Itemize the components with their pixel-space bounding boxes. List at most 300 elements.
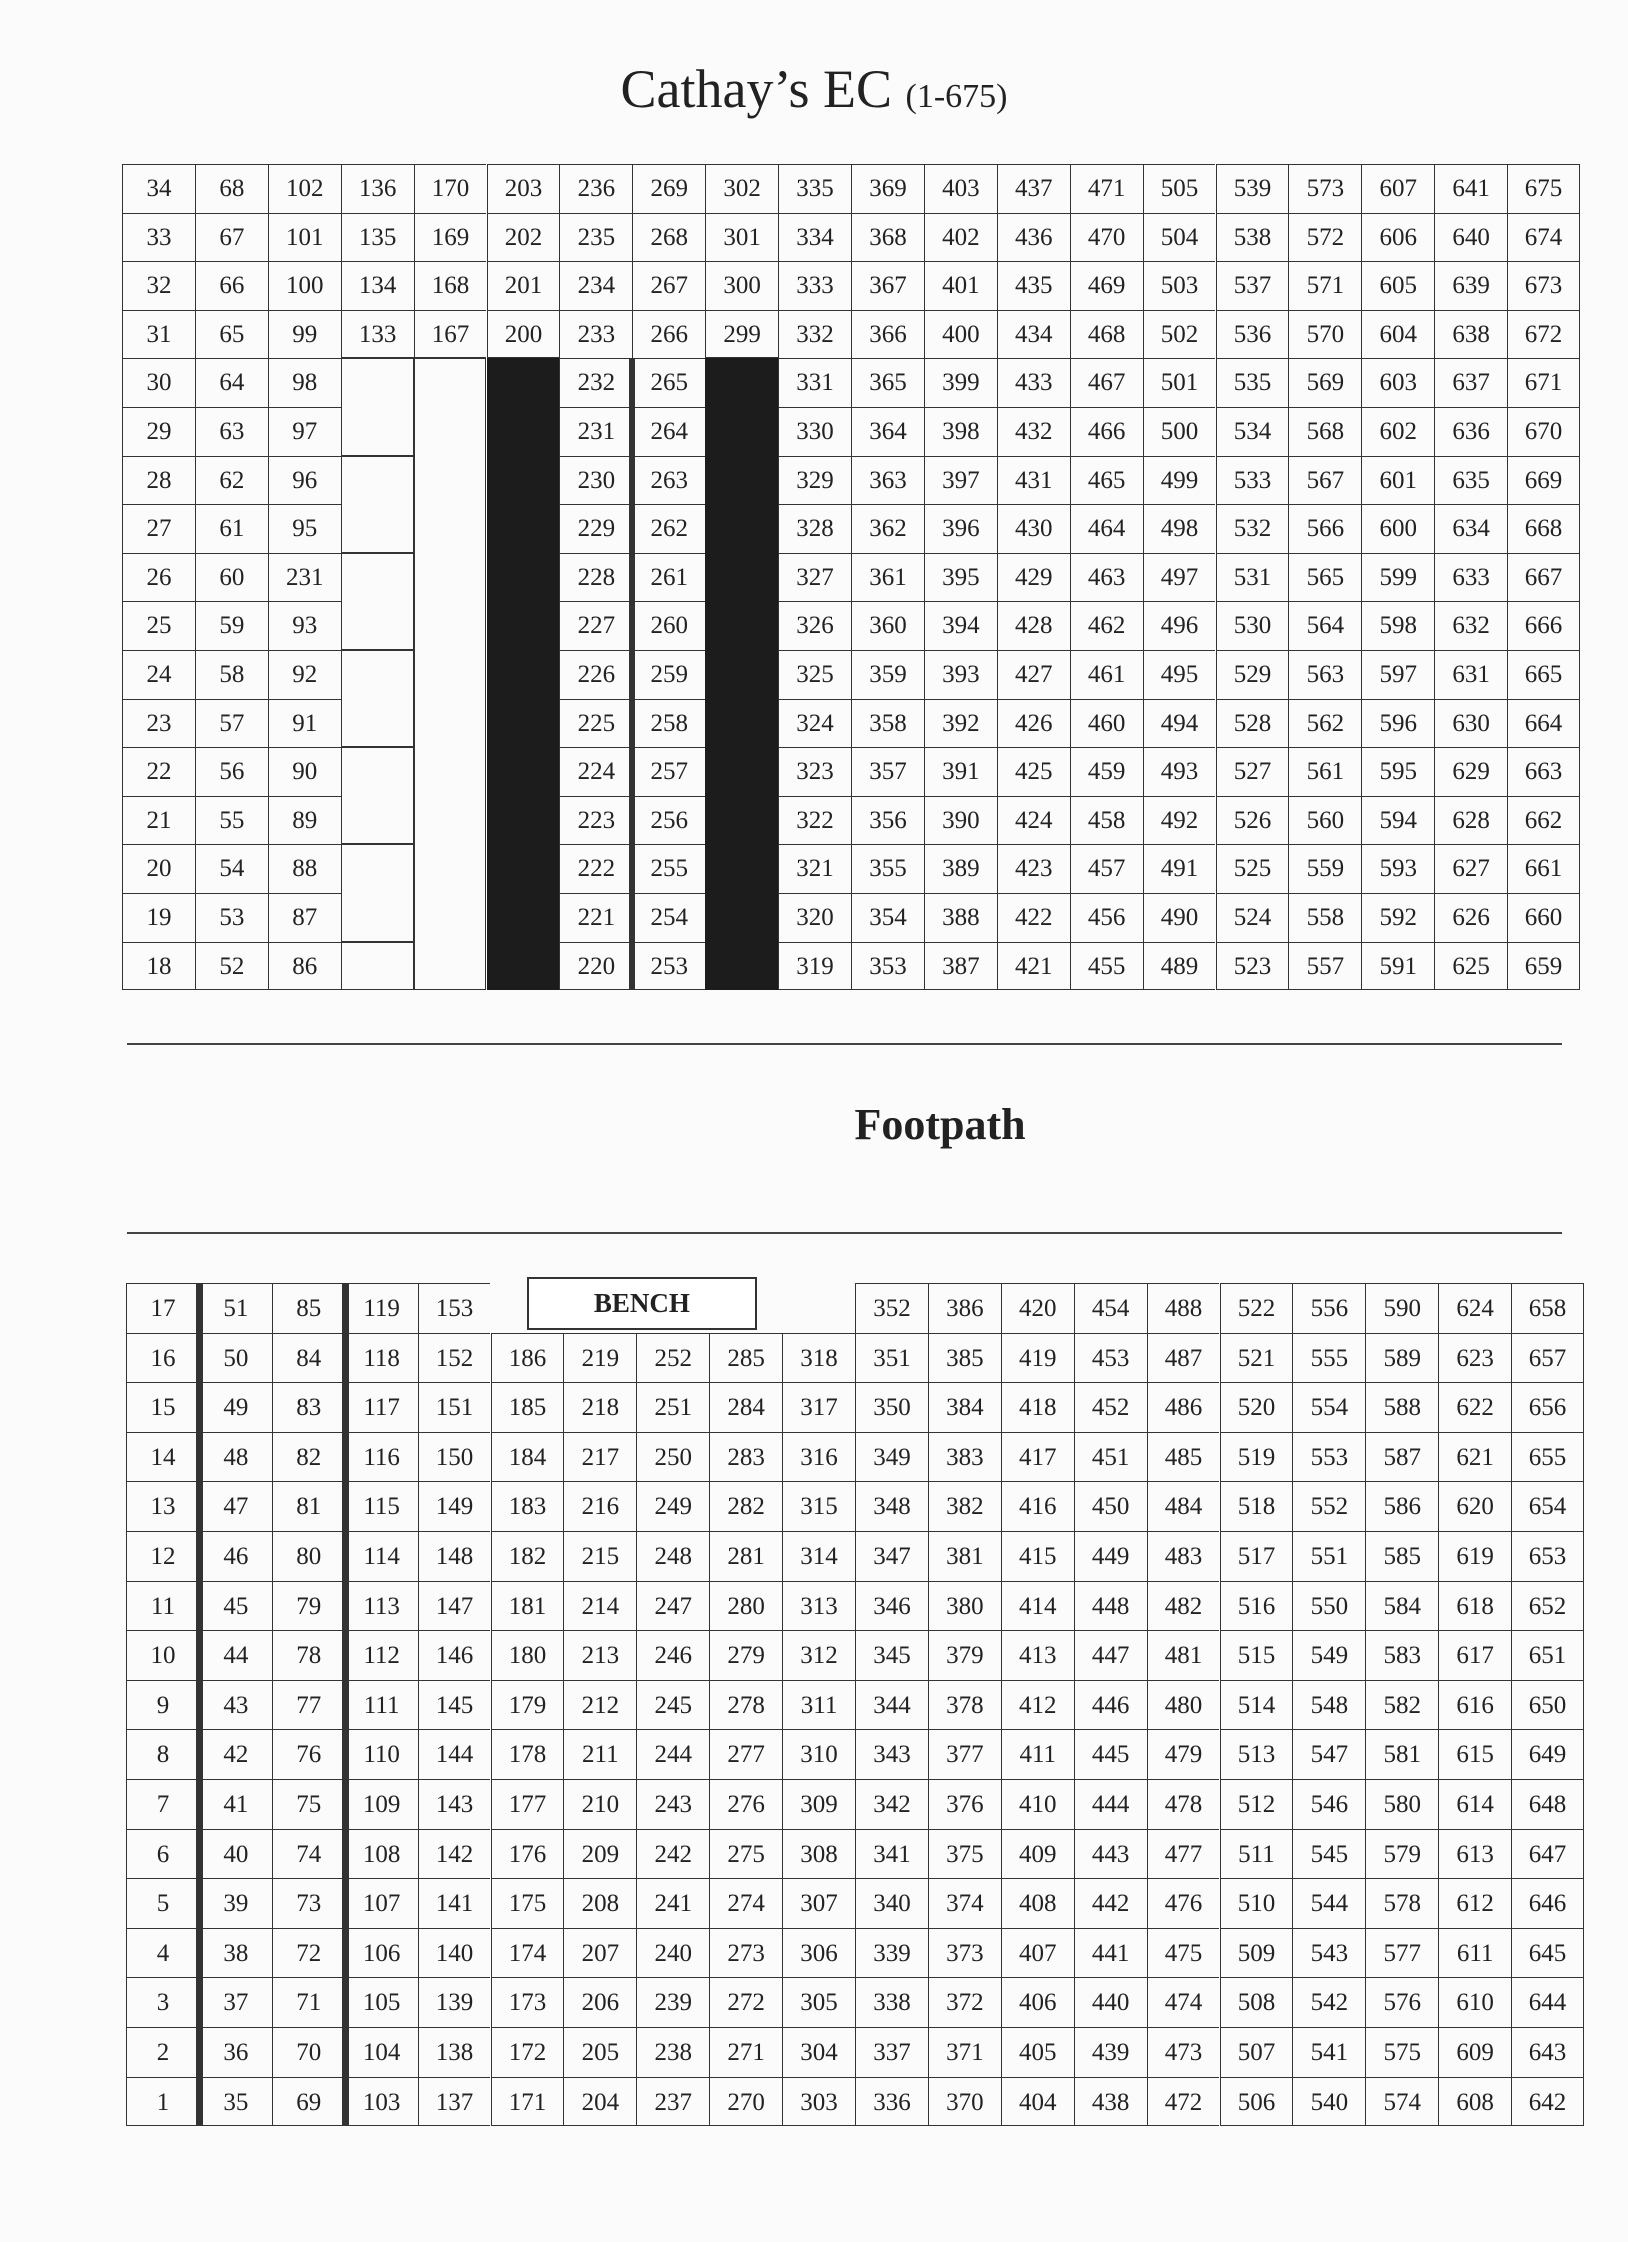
plot-number-cell: 520 <box>1220 1382 1293 1432</box>
plot-number-cell: 173 <box>491 1977 564 2027</box>
plot-number-cell: 201 <box>487 261 560 310</box>
plot-number-cell: 151 <box>418 1382 491 1432</box>
plot-number-cell: 184 <box>491 1432 564 1482</box>
plot-number-cell: 456 <box>1070 893 1143 942</box>
plot-number-cell: 646 <box>1511 1878 1584 1928</box>
plot-number-cell: 455 <box>1070 942 1143 991</box>
plot-number-cell: 556 <box>1292 1283 1365 1333</box>
plot-number-cell: 256 <box>632 796 705 845</box>
plot-number-cell: 42 <box>199 1729 272 1779</box>
plot-number-cell: 278 <box>709 1680 782 1730</box>
plot-number-cell: 179 <box>491 1680 564 1730</box>
plot-number-cell: 64 <box>195 358 268 407</box>
plot-number-cell: 511 <box>1220 1829 1293 1879</box>
plot-number-cell: 551 <box>1292 1531 1365 1581</box>
plot-number-cell: 499 <box>1143 456 1216 505</box>
plot-number-cell: 73 <box>272 1878 345 1928</box>
plot-number-cell: 9 <box>126 1680 199 1730</box>
plot-number-cell: 423 <box>997 844 1070 893</box>
plot-number-cell: 426 <box>997 699 1070 748</box>
plot-number-cell: 370 <box>928 2077 1001 2127</box>
plot-number-cell: 537 <box>1216 261 1289 310</box>
plot-number-cell: 502 <box>1143 310 1216 359</box>
plot-number-cell: 663 <box>1507 747 1580 796</box>
plot-number-cell: 8 <box>126 1729 199 1779</box>
thick-divider <box>342 1283 349 2126</box>
plot-number-cell: 581 <box>1365 1729 1438 1779</box>
plot-number-cell: 542 <box>1292 1977 1365 2027</box>
plot-number-cell: 318 <box>782 1333 855 1383</box>
plot-number-cell: 302 <box>705 164 778 213</box>
plot-number-cell: 532 <box>1216 504 1289 553</box>
plot-number-cell: 149 <box>418 1481 491 1531</box>
plot-number-cell: 658 <box>1511 1283 1584 1333</box>
plot-number-cell: 494 <box>1143 699 1216 748</box>
plot-number-cell: 79 <box>272 1581 345 1631</box>
plot-number-cell: 400 <box>924 310 997 359</box>
plot-number-cell: 612 <box>1438 1878 1511 1928</box>
plot-number-cell: 442 <box>1074 1878 1147 1928</box>
plot-number-cell: 254 <box>632 893 705 942</box>
plot-number-cell: 672 <box>1507 310 1580 359</box>
plot-number-cell: 565 <box>1288 553 1361 602</box>
plot-number-cell: 203 <box>487 164 560 213</box>
plot-number-cell: 552 <box>1292 1481 1365 1531</box>
plot-number-cell: 548 <box>1292 1680 1365 1730</box>
plot-number-cell: 348 <box>855 1481 928 1531</box>
plot-number-cell: 220 <box>559 942 632 991</box>
plot-number-cell: 404 <box>1001 2077 1074 2127</box>
plot-number-cell: 182 <box>491 1531 564 1581</box>
plot-number-cell: 531 <box>1216 553 1289 602</box>
plot-number-cell: 217 <box>563 1432 636 1482</box>
plot-number-cell: 671 <box>1507 358 1580 407</box>
plot-number-cell: 497 <box>1143 553 1216 602</box>
plot-number-cell: 281 <box>709 1531 782 1581</box>
plot-number-cell: 250 <box>636 1432 709 1482</box>
plot-number-cell: 507 <box>1220 2027 1293 2077</box>
plot-number-cell: 657 <box>1511 1333 1584 1383</box>
plot-number-cell: 519 <box>1220 1432 1293 1482</box>
plot-number-cell: 218 <box>563 1382 636 1432</box>
plot-number-cell: 623 <box>1438 1333 1511 1383</box>
plot-number-cell: 566 <box>1288 504 1361 553</box>
plot-number-cell: 580 <box>1365 1779 1438 1829</box>
plot-number-cell: 444 <box>1074 1779 1147 1829</box>
plot-number-cell: 75 <box>272 1779 345 1829</box>
plot-number-cell: 675 <box>1507 164 1580 213</box>
plot-number-cell: 636 <box>1434 407 1507 456</box>
plot-number-cell: 583 <box>1365 1630 1438 1680</box>
plot-number-cell: 432 <box>997 407 1070 456</box>
plot-number-cell: 475 <box>1147 1928 1220 1978</box>
plot-number-cell: 32 <box>122 261 195 310</box>
plot-number-cell: 258 <box>632 699 705 748</box>
plot-number-cell: 541 <box>1292 2027 1365 2077</box>
plot-number-cell: 176 <box>491 1829 564 1879</box>
plot-number-cell: 51 <box>199 1283 272 1333</box>
plot-number-cell: 321 <box>778 844 851 893</box>
plot-number-cell: 76 <box>272 1729 345 1779</box>
plot-number-cell: 485 <box>1147 1432 1220 1482</box>
plot-number-cell: 617 <box>1438 1630 1511 1680</box>
plot-number-cell: 665 <box>1507 650 1580 699</box>
plot-number-cell: 244 <box>636 1729 709 1779</box>
plot-number-cell: 632 <box>1434 601 1507 650</box>
plot-number-cell: 29 <box>122 407 195 456</box>
plot-number-cell: 599 <box>1361 553 1434 602</box>
plot-number-cell: 304 <box>782 2027 855 2077</box>
plot-number-cell: 246 <box>636 1630 709 1680</box>
plot-number-cell: 490 <box>1143 893 1216 942</box>
plot-number-cell: 528 <box>1216 699 1289 748</box>
plot-number-cell: 585 <box>1365 1531 1438 1581</box>
plot-number-cell: 144 <box>418 1729 491 1779</box>
plot-number-cell: 52 <box>195 942 268 991</box>
plot-number-cell: 177 <box>491 1779 564 1829</box>
plot-number-cell: 482 <box>1147 1581 1220 1631</box>
plot-number-cell: 517 <box>1220 1531 1293 1581</box>
plot-number-cell: 80 <box>272 1531 345 1581</box>
plot-number-cell: 40 <box>199 1829 272 1879</box>
plot-number-cell: 139 <box>418 1977 491 2027</box>
plot-number-cell: 78 <box>272 1630 345 1680</box>
plot-number-cell: 85 <box>272 1283 345 1333</box>
plot-number-cell: 59 <box>195 601 268 650</box>
plot-number-cell: 62 <box>195 456 268 505</box>
plot-number-cell: 493 <box>1143 747 1216 796</box>
plot-number-cell: 354 <box>851 893 924 942</box>
plot-number-cell: 645 <box>1511 1928 1584 1978</box>
plot-number-cell: 257 <box>632 747 705 796</box>
plot-number-cell: 596 <box>1361 699 1434 748</box>
plot-number-cell: 133 <box>341 310 414 359</box>
plot-number-cell: 618 <box>1438 1581 1511 1631</box>
plot-number-cell: 573 <box>1288 164 1361 213</box>
plot-number-cell: 399 <box>924 358 997 407</box>
plot-number-cell: 510 <box>1220 1878 1293 1928</box>
plot-number-cell: 243 <box>636 1779 709 1829</box>
plot-number-cell: 58 <box>195 650 268 699</box>
plot-number-cell: 508 <box>1220 1977 1293 2027</box>
plot-number-cell: 500 <box>1143 407 1216 456</box>
plot-number-cell: 477 <box>1147 1829 1220 1879</box>
plot-number-cell: 466 <box>1070 407 1143 456</box>
plot-number-cell: 320 <box>778 893 851 942</box>
plot-number-cell: 339 <box>855 1928 928 1978</box>
plot-number-cell: 264 <box>632 407 705 456</box>
plot-number-cell: 344 <box>855 1680 928 1730</box>
plot-number-cell: 57 <box>195 699 268 748</box>
plot-number-cell: 117 <box>345 1382 418 1432</box>
plot-number-cell: 108 <box>345 1829 418 1879</box>
plot-number-cell: 640 <box>1434 213 1507 262</box>
plot-number-cell: 186 <box>491 1333 564 1383</box>
plot-number-cell: 540 <box>1292 2077 1365 2127</box>
plot-number-cell: 401 <box>924 261 997 310</box>
plot-number-cell: 233 <box>559 310 632 359</box>
plot-number-cell: 616 <box>1438 1680 1511 1730</box>
plot-number-cell: 641 <box>1434 164 1507 213</box>
plot-number-cell: 650 <box>1511 1680 1584 1730</box>
plot-number-cell: 336 <box>855 2077 928 2127</box>
plot-number-cell: 654 <box>1511 1481 1584 1531</box>
plot-number-cell: 449 <box>1074 1531 1147 1581</box>
plot-number-cell: 146 <box>418 1630 491 1680</box>
plot-number-cell: 638 <box>1434 310 1507 359</box>
plot-number-cell: 215 <box>563 1531 636 1581</box>
plot-number-cell: 4 <box>126 1928 199 1978</box>
plot-number-cell: 106 <box>345 1928 418 1978</box>
plot-number-cell: 464 <box>1070 504 1143 553</box>
plot-number-cell: 261 <box>632 553 705 602</box>
plot-number-cell: 448 <box>1074 1581 1147 1631</box>
plot-number-cell: 141 <box>418 1878 491 1928</box>
plot-number-cell: 20 <box>122 844 195 893</box>
thick-divider <box>196 1283 203 2126</box>
plot-number-cell: 260 <box>632 601 705 650</box>
plot-number-cell: 14 <box>126 1432 199 1482</box>
plot-number-cell: 213 <box>563 1630 636 1680</box>
plot-number-cell: 206 <box>563 1977 636 2027</box>
plot-number-cell: 86 <box>268 942 341 991</box>
plot-number-cell: 315 <box>782 1481 855 1531</box>
plot-number-cell: 238 <box>636 2027 709 2077</box>
plot-number-cell: 374 <box>928 1878 1001 1928</box>
plot-number-cell: 54 <box>195 844 268 893</box>
plot-number-cell: 136 <box>341 164 414 213</box>
plot-number-cell: 219 <box>563 1333 636 1383</box>
plot-number-cell: 112 <box>345 1630 418 1680</box>
plot-number-cell: 516 <box>1220 1581 1293 1631</box>
plot-number-cell: 183 <box>491 1481 564 1531</box>
plot-number-cell: 588 <box>1365 1382 1438 1432</box>
plot-number-cell: 280 <box>709 1581 782 1631</box>
plot-number-cell: 235 <box>559 213 632 262</box>
plot-number-cell: 572 <box>1288 213 1361 262</box>
plot-number-cell: 598 <box>1361 601 1434 650</box>
plot-number-cell: 39 <box>199 1878 272 1928</box>
plot-number-cell: 624 <box>1438 1283 1511 1333</box>
plot-number-cell: 591 <box>1361 942 1434 991</box>
plot-number-cell: 656 <box>1511 1382 1584 1432</box>
plot-number-cell: 342 <box>855 1779 928 1829</box>
plot-number-cell: 491 <box>1143 844 1216 893</box>
plot-number-cell: 135 <box>341 213 414 262</box>
plot-number-cell: 615 <box>1438 1729 1511 1779</box>
plot-number-cell: 102 <box>268 164 341 213</box>
plot-number-cell: 415 <box>1001 1531 1074 1581</box>
plot-number-cell: 301 <box>705 213 778 262</box>
plot-number-cell: 406 <box>1001 1977 1074 2027</box>
plot-number-cell: 68 <box>195 164 268 213</box>
plot-number-cell: 446 <box>1074 1680 1147 1730</box>
plot-number-cell: 341 <box>855 1829 928 1879</box>
plot-number-cell: 462 <box>1070 601 1143 650</box>
plot-number-cell: 359 <box>851 650 924 699</box>
plot-number-cell: 427 <box>997 650 1070 699</box>
plot-number-cell: 262 <box>632 504 705 553</box>
plot-number-cell: 101 <box>268 213 341 262</box>
plot-number-cell: 333 <box>778 261 851 310</box>
plot-number-cell: 214 <box>563 1581 636 1631</box>
plot-number-cell: 251 <box>636 1382 709 1432</box>
plot-number-cell: 390 <box>924 796 997 845</box>
plot-number-cell: 69 <box>272 2077 345 2127</box>
plot-number-cell: 169 <box>414 213 487 262</box>
plot-number-cell: 229 <box>559 504 632 553</box>
plot-number-cell: 483 <box>1147 1531 1220 1581</box>
plot-number-cell: 436 <box>997 213 1070 262</box>
plot-number-cell: 524 <box>1216 893 1289 942</box>
plot-number-cell: 299 <box>705 310 778 359</box>
plot-number-cell: 561 <box>1288 747 1361 796</box>
plot-number-cell: 365 <box>851 358 924 407</box>
plot-number-cell: 468 <box>1070 310 1143 359</box>
plot-number-cell: 104 <box>345 2027 418 2077</box>
plot-number-cell: 343 <box>855 1729 928 1779</box>
plot-number-cell: 547 <box>1292 1729 1365 1779</box>
plot-number-cell: 621 <box>1438 1432 1511 1482</box>
plot-number-cell: 171 <box>491 2077 564 2127</box>
plot-number-cell: 659 <box>1507 942 1580 991</box>
plot-number-cell: 411 <box>1001 1729 1074 1779</box>
plot-number-cell: 266 <box>632 310 705 359</box>
plot-number-cell: 303 <box>782 2077 855 2127</box>
plot-number-cell: 614 <box>1438 1779 1511 1829</box>
plot-number-cell: 55 <box>195 796 268 845</box>
plot-number-cell: 263 <box>632 456 705 505</box>
plot-number-cell: 312 <box>782 1630 855 1680</box>
plot-number-cell: 437 <box>997 164 1070 213</box>
plot-number-cell: 44 <box>199 1630 272 1680</box>
plot-number-cell: 232 <box>559 358 632 407</box>
plot-number-cell: 267 <box>632 261 705 310</box>
plot-number-cell: 385 <box>928 1333 1001 1383</box>
plot-number-cell: 608 <box>1438 2077 1511 2127</box>
plot-number-cell: 357 <box>851 747 924 796</box>
plot-number-cell: 407 <box>1001 1928 1074 1978</box>
plot-number-cell: 46 <box>199 1531 272 1581</box>
plot-number-cell: 50 <box>199 1333 272 1383</box>
plot-number-cell: 89 <box>268 796 341 845</box>
plot-number-cell: 396 <box>924 504 997 553</box>
plot-number-cell: 441 <box>1074 1928 1147 1978</box>
plot-number-cell: 613 <box>1438 1829 1511 1879</box>
plot-number-cell: 53 <box>195 893 268 942</box>
plot-number-cell: 600 <box>1361 504 1434 553</box>
plot-number-cell: 84 <box>272 1333 345 1383</box>
plot-number-cell: 506 <box>1220 2077 1293 2127</box>
plot-number-cell: 376 <box>928 1779 1001 1829</box>
plot-number-cell: 6 <box>126 1829 199 1879</box>
plot-number-cell: 503 <box>1143 261 1216 310</box>
plot-number-cell: 100 <box>268 261 341 310</box>
plot-number-cell: 414 <box>1001 1581 1074 1631</box>
plot-number-cell: 175 <box>491 1878 564 1928</box>
plot-number-cell: 72 <box>272 1928 345 1978</box>
plot-number-cell: 643 <box>1511 2027 1584 2077</box>
plot-number-cell: 590 <box>1365 1283 1438 1333</box>
plot-number-cell: 474 <box>1147 1977 1220 2027</box>
plot-number-cell: 269 <box>632 164 705 213</box>
plot-number-cell: 77 <box>272 1680 345 1730</box>
plot-number-cell: 605 <box>1361 261 1434 310</box>
plot-number-cell: 49 <box>199 1382 272 1432</box>
plot-number-cell: 306 <box>782 1928 855 1978</box>
plot-number-cell: 274 <box>709 1878 782 1928</box>
plot-number-cell: 440 <box>1074 1977 1147 2027</box>
plot-number-cell: 43 <box>199 1680 272 1730</box>
plot-number-cell: 593 <box>1361 844 1434 893</box>
plot-number-cell: 134 <box>341 261 414 310</box>
plot-number-cell: 236 <box>559 164 632 213</box>
plot-number-cell: 245 <box>636 1680 709 1730</box>
plot-number-cell: 239 <box>636 1977 709 2027</box>
plot-number-cell: 282 <box>709 1481 782 1531</box>
plot-number-cell: 350 <box>855 1382 928 1432</box>
plot-number-cell: 555 <box>1292 1333 1365 1383</box>
plot-number-cell: 373 <box>928 1928 1001 1978</box>
plot-number-cell: 529 <box>1216 650 1289 699</box>
plot-number-cell: 259 <box>632 650 705 699</box>
plot-number-cell: 368 <box>851 213 924 262</box>
plot-number-cell: 649 <box>1511 1729 1584 1779</box>
plot-number-cell: 307 <box>782 1878 855 1928</box>
plot-number-cell: 642 <box>1511 2077 1584 2127</box>
plot-number-cell: 23 <box>122 699 195 748</box>
plot-number-cell: 7 <box>126 1779 199 1829</box>
plot-number-cell: 371 <box>928 2027 1001 2077</box>
plot-number-cell: 481 <box>1147 1630 1220 1680</box>
plot-number-cell: 142 <box>418 1829 491 1879</box>
plot-number-cell: 308 <box>782 1829 855 1879</box>
plot-number-cell: 670 <box>1507 407 1580 456</box>
plot-number-cell: 389 <box>924 844 997 893</box>
plot-number-cell: 252 <box>636 1333 709 1383</box>
plot-number-cell: 578 <box>1365 1878 1438 1928</box>
plot-number-cell: 479 <box>1147 1729 1220 1779</box>
plot-number-cell: 530 <box>1216 601 1289 650</box>
plot-number-cell: 353 <box>851 942 924 991</box>
plot-number-cell: 501 <box>1143 358 1216 407</box>
plot-number-cell: 92 <box>268 650 341 699</box>
plot-number-cell: 603 <box>1361 358 1434 407</box>
plot-number-cell: 382 <box>928 1481 1001 1531</box>
plot-number-cell: 226 <box>559 650 632 699</box>
plot-number-cell: 309 <box>782 1779 855 1829</box>
plot-number-cell: 110 <box>345 1729 418 1779</box>
plot-number-cell: 83 <box>272 1382 345 1432</box>
plot-number-cell: 93 <box>268 601 341 650</box>
plot-number-cell: 150 <box>418 1432 491 1482</box>
plot-number-cell: 174 <box>491 1928 564 1978</box>
plot-number-cell: 147 <box>418 1581 491 1631</box>
plot-number-cell: 367 <box>851 261 924 310</box>
plot-number-cell: 18 <box>122 942 195 991</box>
plot-number-cell: 105 <box>345 1977 418 2027</box>
plot-number-cell: 384 <box>928 1382 1001 1432</box>
plot-number-cell: 533 <box>1216 456 1289 505</box>
plot-number-cell: 637 <box>1434 358 1507 407</box>
plot-number-cell: 247 <box>636 1581 709 1631</box>
plot-number-cell: 41 <box>199 1779 272 1829</box>
title-text: Cathay’s EC <box>620 59 892 119</box>
bench-label: BENCH <box>527 1277 758 1330</box>
plot-number-cell: 403 <box>924 164 997 213</box>
plot-number-cell: 554 <box>1292 1382 1365 1432</box>
plot-number-cell: 476 <box>1147 1878 1220 1928</box>
